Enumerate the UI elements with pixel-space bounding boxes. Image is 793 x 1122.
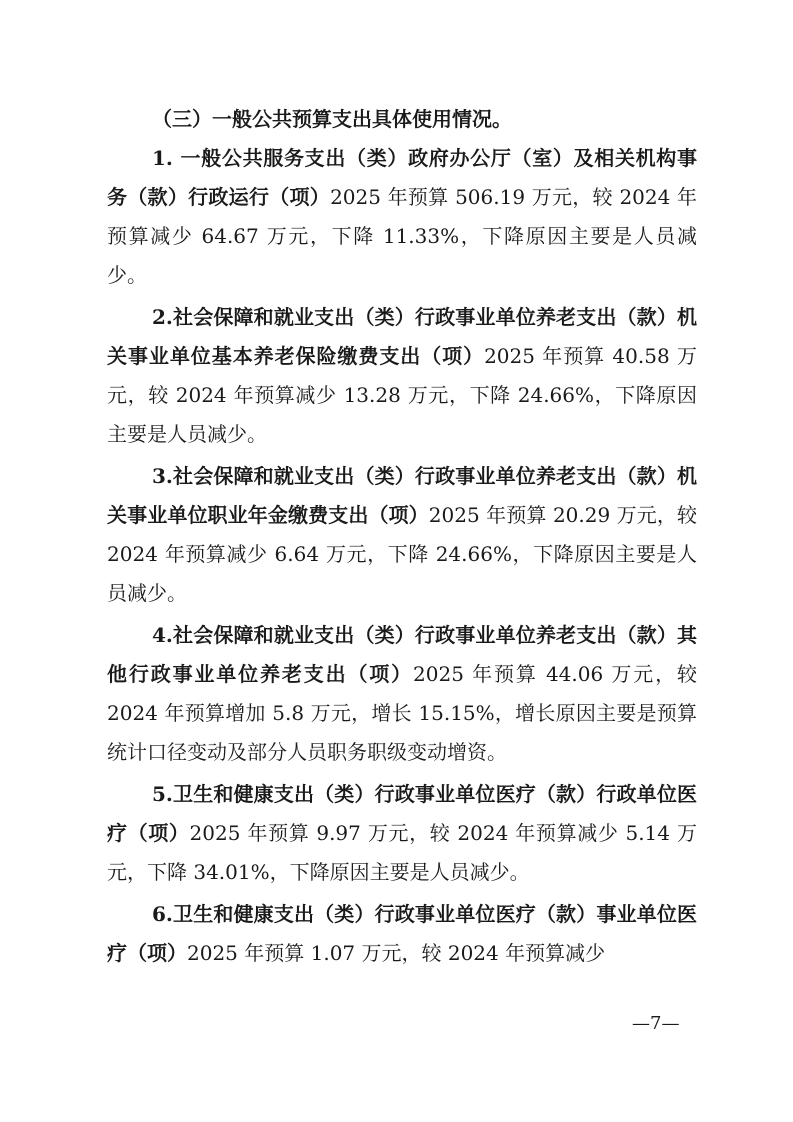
item-body: 2025 年预算 9.97 万元，较 2024 年预算减少 5.14 万元，下降 34.01%，下降原因主要是人员减少。 bbox=[107, 821, 697, 884]
item-lead: 5.卫生和健康支出（类）行政事业单位医疗（款）行政单位医疗（项） bbox=[107, 782, 697, 845]
budget-item-2 bbox=[107, 298, 697, 454]
budget-item-6 bbox=[107, 895, 697, 973]
item-body: 2025 年预算 506.19 万元，较 2024 年预算减少 64.67 万元，下降 11.33%，下降原因主要是人员减少。 bbox=[107, 185, 697, 287]
item-lead: 6.卫生和健康支出（类）行政事业单位医疗（款）事业单位医疗（项） bbox=[107, 902, 697, 965]
section-heading: （三）一般公共预算支出具体使用情况。 bbox=[152, 107, 512, 131]
item-lead: 3.社会保障和就业支出（类）行政事业单位养老支出（款）机关事业单位职业年金缴费支出（项） bbox=[107, 464, 697, 527]
budget-item-3 bbox=[107, 457, 697, 613]
item-body: 2025 年预算 20.29 万元，较 2024 年预算减少 6.64 万元，下降 24.66%，下降原因主要是人员减少。 bbox=[107, 503, 698, 605]
item-body: 2025 年预算 44.06 万元，较 2024 年预算增加 5.8 万元，增长 15.15%，增长原因主要是预算统计口径变动及部分人员职务职级变动增资。 bbox=[107, 662, 697, 764]
page-number: —7— bbox=[632, 1013, 680, 1034]
item-body: 2025 年预算 1.07 万元，较 2024 年预算减少 bbox=[187, 941, 606, 965]
item-lead: 2.社会保障和就业支出（类）行政事业单位养老支出（款）机关事业单位基本养老保险缴费支出（项） bbox=[107, 305, 697, 368]
budget-item-4 bbox=[107, 616, 697, 772]
budget-item-5 bbox=[107, 775, 697, 892]
page-content bbox=[107, 100, 697, 976]
item-lead: 1. 一般公共服务支出（类）政府办公厅（室）及相关机构事务（款）行政运行（项） bbox=[107, 146, 697, 209]
item-body: 2025 年预算 40.58 万元，较 2024 年预算减少 13.28 万元，下降 24.66%，下降原因主要是人员减少。 bbox=[107, 344, 697, 446]
budget-item-1 bbox=[107, 139, 697, 295]
item-lead: 4.社会保障和就业支出（类）行政事业单位养老支出（款）其他行政事业单位养老支出（项） bbox=[107, 623, 697, 686]
